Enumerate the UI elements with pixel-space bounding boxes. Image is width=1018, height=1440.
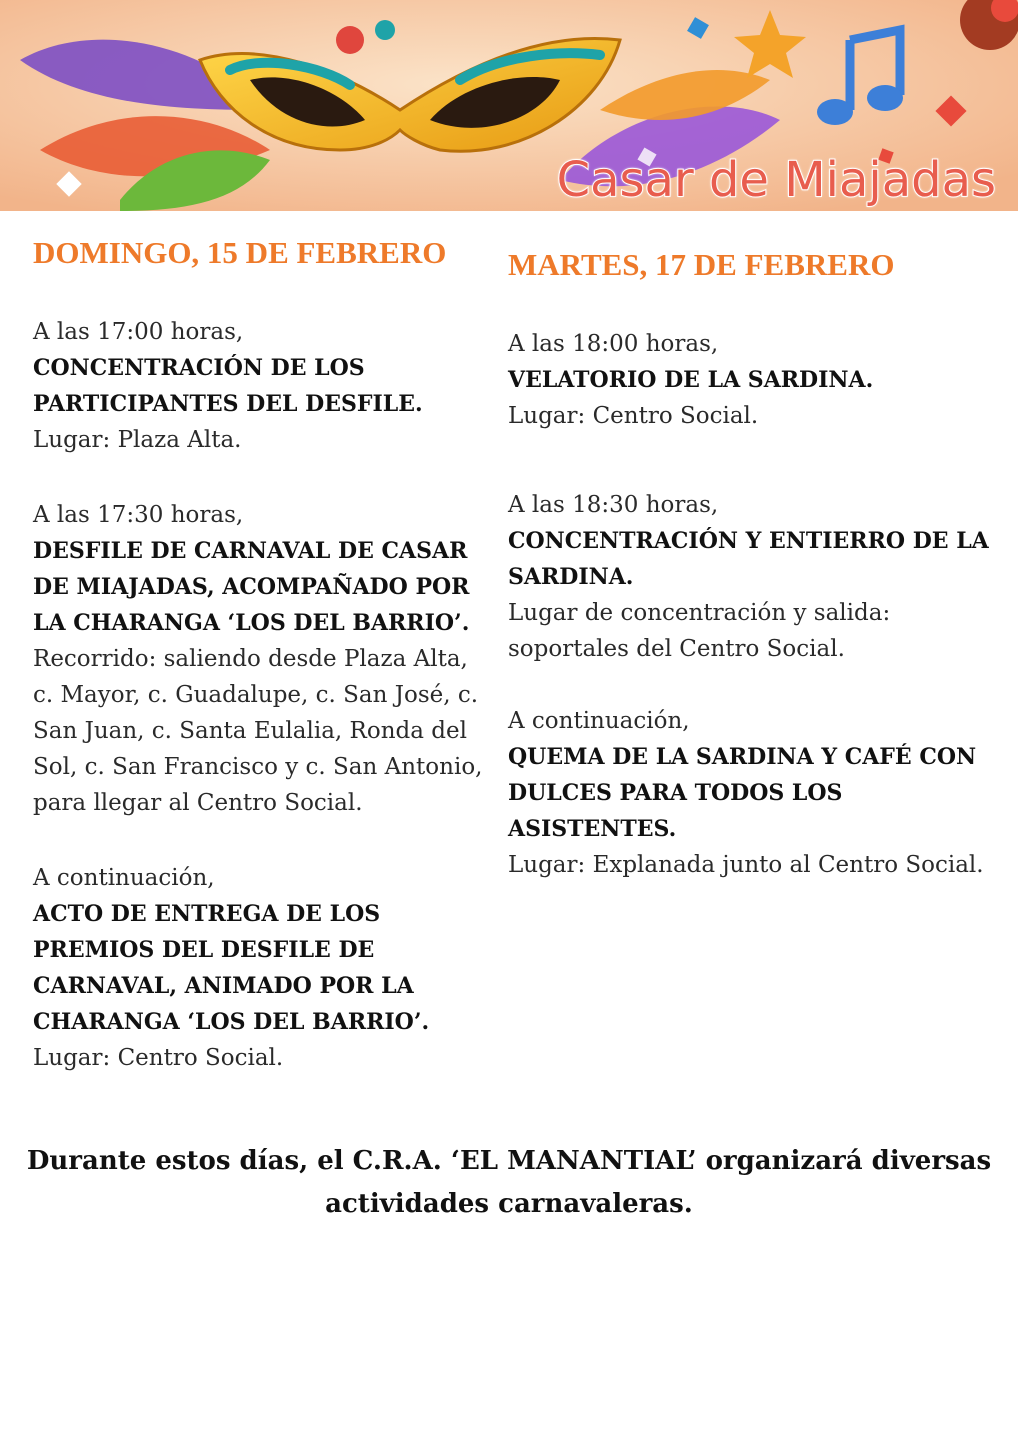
- event-item: [508, 703, 998, 883]
- header-banner: [0, 0, 1018, 211]
- event-item: [508, 326, 998, 434]
- event-time: A continuación,: [508, 708, 690, 734]
- event-place: Lugar: Plaza Alta.: [33, 427, 242, 453]
- event-title: QUEMA DE LA SARDINA Y CAFÉ CON DULCES PARA TODOS LOS ASISTENTES.: [508, 744, 977, 842]
- event-title: VELATORIO DE LA SARDINA.: [508, 367, 874, 393]
- event-place: Lugar de concentración y salida: soportales del Centro Social.: [508, 600, 891, 662]
- footer-line: actividades carnavaleras.: [325, 1189, 693, 1219]
- event-time: A las 17:00 horas,: [33, 319, 244, 345]
- event-place: Lugar: Centro Social.: [33, 1045, 284, 1071]
- event-title: DESFILE DE CARNAVAL DE CASAR DE MIAJADAS, ACOMPAÑADO POR LA CHARANGA ‘LOS DEL BARRIO’.: [33, 538, 470, 636]
- event-title: ACTO DE ENTREGA DE LOS PREMIOS DEL DESFILE DE CARNAVAL, ANIMADO POR LA CHARANGA ‘LOS DEL BARRIO’.: [33, 901, 430, 1035]
- event-place: Lugar: Explanada junto al Centro Social.: [508, 852, 984, 878]
- day-column-domingo: [33, 230, 493, 1076]
- event-time: A las 18:00 horas,: [508, 331, 719, 357]
- day-heading: MARTES, 17 DE FEBRERO: [508, 247, 895, 282]
- event-time: A las 18:30 horas,: [508, 492, 719, 518]
- event-title: CONCENTRACIÓN DE LOS PARTICIPANTES DEL DESFILE.: [33, 355, 423, 417]
- day-heading: DOMINGO, 15 DE FEBRERO: [33, 235, 447, 270]
- event-time: A continuación,: [33, 865, 215, 891]
- event-time: A las 17:30 horas,: [33, 502, 244, 528]
- event-item: [508, 487, 998, 667]
- day-column-martes: [508, 242, 998, 883]
- footer-note: [0, 1140, 1018, 1226]
- event-item: [33, 314, 493, 458]
- event-place: Lugar: Centro Social.: [508, 403, 759, 429]
- town-name: Casar de Miajadas: [556, 152, 996, 208]
- event-item: [33, 497, 493, 821]
- event-item: [33, 860, 493, 1076]
- event-place: Recorrido: saliendo desde Plaza Alta, c. Mayor, c. Guadalupe, c. San José, c. San Juan, c. Santa Eulalia, Ronda del Sol, c. San Francisco y c. San Antonio, para llegar al Centro Social.: [33, 646, 483, 816]
- footer-line: Durante estos días, el C.R.A. ‘EL MANANTIAL’ organizará diversas: [26, 1146, 992, 1176]
- event-title: CONCENTRACIÓN Y ENTIERRO DE LA SARDINA.: [508, 528, 989, 590]
